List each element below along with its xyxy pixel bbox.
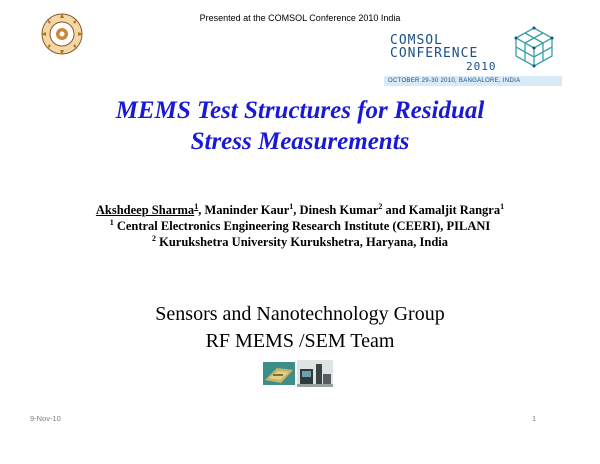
affiliation-1: [0, 218, 600, 234]
author-3-name: , Dinesh Kumar: [293, 203, 379, 217]
conference-dates-text: OCTOBER 29-30 2010, BANGALORE, INDIA: [388, 78, 521, 84]
conference-dates-band: [384, 76, 562, 86]
affiliation-2-mark: 2: [151, 233, 156, 243]
group-line-1: Sensors and Nanotechnology Group: [155, 303, 445, 325]
title-line-2: Stress Measurements: [190, 128, 410, 155]
author-2-affiliation-mark: 1: [289, 201, 294, 211]
author-2-name: , Maninder Kaur: [198, 203, 290, 217]
cube-lattice-icon: [508, 20, 562, 70]
conference-logo-year: 2010: [466, 60, 497, 73]
affiliation-1-text: Central Electronics Engineering Research Institute (CEERI), PILANI: [113, 219, 491, 233]
sem-equipment-photo: [297, 360, 333, 387]
author-4-name: and Kamaljit Rangra: [382, 203, 501, 217]
author-list: [0, 202, 600, 218]
mems-device-photo: [263, 362, 295, 385]
affiliation-2-text: Kurukshetra University Kurukshetra, Haryana, India: [155, 235, 449, 249]
author-block: [0, 202, 600, 250]
presented-note: Presented at the COMSOL Conference 2010 India: [199, 13, 401, 23]
title-line-1: MEMS Test Structures for Residual: [115, 97, 485, 124]
page-number: 1: [532, 414, 537, 423]
institute-seal-icon: [40, 12, 84, 56]
group-line-2: RF MEMS /SEM Team: [205, 330, 395, 352]
author-3-affiliation-mark: 2: [378, 201, 383, 211]
group-block: [0, 301, 600, 355]
conference-logo-line2: CONFERENCE: [390, 46, 479, 61]
footer-date: 9-Nov-10: [30, 414, 61, 423]
author-1-affiliation-mark: 1: [194, 201, 199, 211]
slide-title: [0, 95, 600, 157]
affiliation-1-mark: 1: [109, 217, 114, 227]
author-1-name: Akshdeep Sharma: [95, 203, 195, 217]
affiliation-2: [0, 234, 600, 250]
conference-logo-line1: COMSOL: [390, 33, 443, 48]
author-4-affiliation-mark: 1: [500, 201, 505, 211]
